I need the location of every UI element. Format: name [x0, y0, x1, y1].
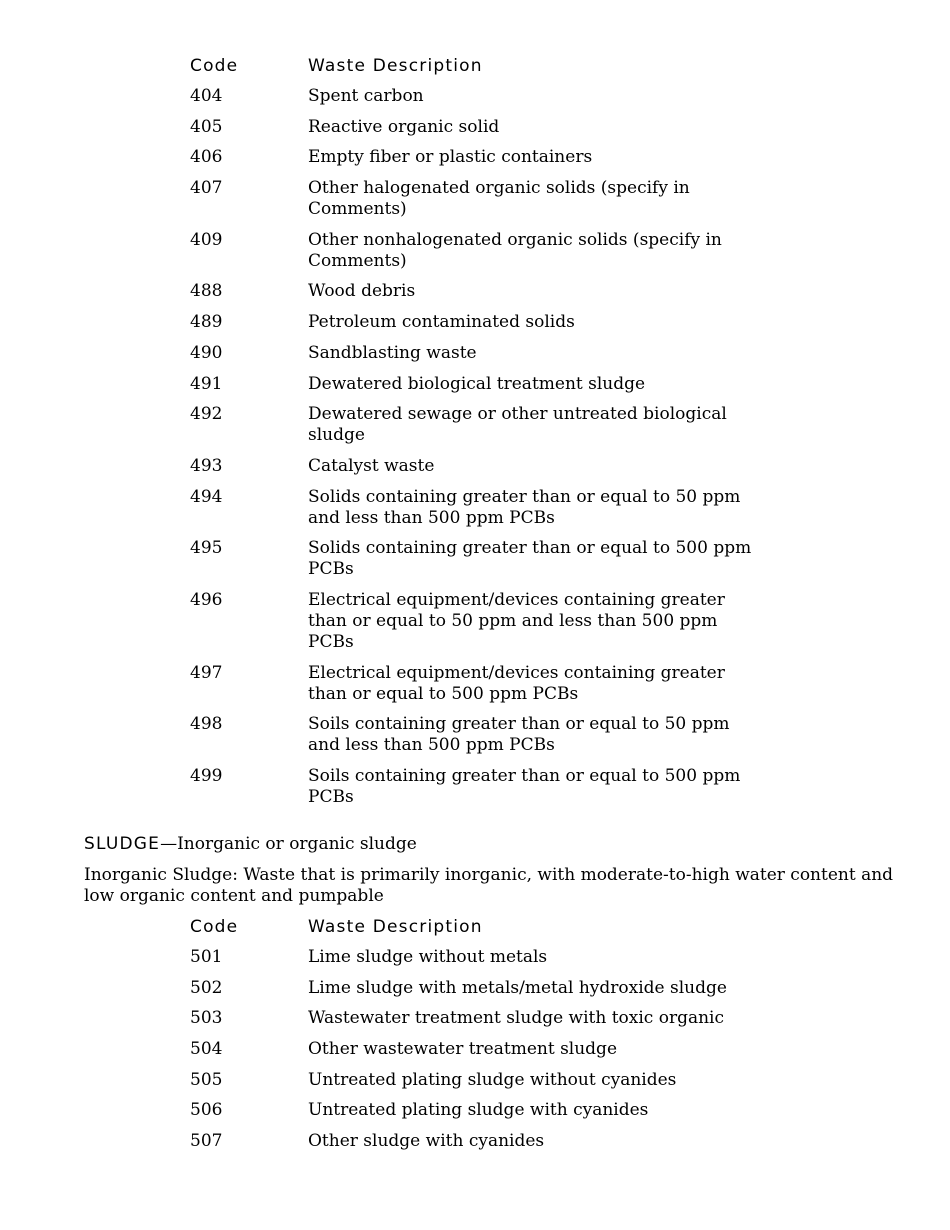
waste-description: Lime sludge with metals/metal hydroxide sludge [308, 977, 727, 998]
table-row [190, 374, 763, 405]
table-header [190, 56, 763, 86]
waste-code: 503 [190, 1008, 223, 1029]
waste-code: 493 [190, 455, 223, 476]
code-column-header: Code [190, 56, 239, 76]
section-heading-rest: —Inorganic or organic sludge [160, 834, 417, 854]
table-row [190, 663, 763, 715]
waste-description: Dewatered biological treatment sludge [308, 373, 646, 394]
table-row [190, 312, 763, 343]
waste-description: Empty fiber or plastic containers [308, 147, 593, 168]
waste-description: Electrical equipment/devices containing greater than or equal to 50 ppm and less than 500 ppm PCBs [308, 589, 725, 652]
waste-description: Other halogenated organic solids (specify in Comments) [308, 178, 690, 220]
waste-description: Electrical equipment/devices containing greater than or equal to 500 ppm PCBs [308, 662, 725, 704]
table-row [190, 538, 763, 590]
section-heading-caps: SLUDGE [84, 834, 161, 854]
table-row [190, 590, 763, 663]
table-row [190, 1008, 763, 1039]
waste-code: 499 [190, 766, 223, 786]
waste-description: Soils containing greater than or equal to 500 ppm PCBs [308, 766, 741, 807]
waste-description: Catalyst waste [308, 455, 435, 476]
waste-description: Dewatered sewage or other untreated biological sludge [308, 404, 727, 446]
table-header [190, 917, 763, 947]
waste-code: 505 [190, 1069, 223, 1090]
waste-code: 406 [190, 147, 223, 168]
table-row [190, 230, 763, 282]
waste-description: Other wastewater treatment sludge [308, 1039, 618, 1060]
waste-code: 504 [190, 1039, 223, 1060]
waste-code: 496 [190, 589, 223, 610]
table-row [190, 1131, 763, 1162]
table-row [190, 487, 763, 539]
table-row [190, 1070, 763, 1101]
waste-code: 497 [190, 662, 223, 683]
waste-code: 404 [190, 86, 223, 106]
code-column-header: Code [190, 917, 239, 937]
waste-description: Other nonhalogenated organic solids (specify in Comments) [308, 229, 722, 271]
waste-code: 405 [190, 116, 223, 137]
section-heading-sludge [84, 834, 417, 855]
waste-code: 506 [190, 1100, 223, 1121]
waste-code: 495 [190, 538, 223, 559]
table-row [190, 456, 763, 487]
waste-code: 494 [190, 486, 223, 507]
waste-code: 409 [190, 229, 223, 250]
waste-description: Wood debris [308, 281, 416, 302]
waste-code: 491 [190, 373, 223, 394]
table-row [190, 1039, 763, 1070]
waste-description: Spent carbon [308, 86, 424, 106]
table-row [190, 404, 763, 456]
waste-code: 507 [190, 1131, 223, 1152]
waste-description: Reactive organic solid [308, 116, 500, 137]
waste-description: Solids containing greater than or equal to 500 ppm PCBs [308, 538, 752, 580]
table-row [190, 766, 763, 818]
table-row [190, 178, 763, 230]
description-column-header: Waste Description [308, 917, 483, 937]
waste-description: Sandblasting waste [308, 342, 477, 363]
waste-description: Untreated plating sludge with cyanides [308, 1100, 649, 1121]
table-row [190, 147, 763, 178]
table-row [190, 281, 763, 312]
table-row [190, 714, 763, 766]
waste-description: Untreated plating sludge without cyanides [308, 1069, 677, 1090]
waste-code: 501 [190, 947, 223, 967]
table-row [190, 86, 763, 117]
waste-code: 498 [190, 714, 223, 735]
waste-description: Lime sludge without metals [308, 947, 548, 967]
section-description: Inorganic Sludge: Waste that is primarily inorganic, with moderate-to-high water content and low organic content and pumpable [84, 865, 894, 906]
waste-description: Petroleum contaminated solids [308, 312, 575, 333]
waste-code-table-solids [190, 56, 763, 818]
waste-code: 489 [190, 312, 223, 333]
waste-code-table-sludge [190, 917, 763, 1162]
waste-description: Other sludge with cyanides [308, 1131, 545, 1152]
waste-code: 502 [190, 977, 223, 998]
description-column-header: Waste Description [308, 56, 483, 76]
table-row [190, 947, 763, 978]
table-row [190, 117, 763, 148]
waste-description: Solids containing greater than or equal to 50 ppm and less than 500 ppm PCBs [308, 486, 741, 528]
waste-code: 490 [190, 342, 223, 363]
waste-code: 407 [190, 178, 223, 199]
table-row [190, 978, 763, 1009]
table-row [190, 343, 763, 374]
table-row [190, 1100, 763, 1131]
waste-code: 492 [190, 404, 223, 425]
waste-description: Wastewater treatment sludge with toxic organic [308, 1008, 725, 1029]
waste-code: 488 [190, 281, 223, 302]
waste-description: Soils containing greater than or equal to 50 ppm and less than 500 ppm PCBs [308, 714, 730, 756]
